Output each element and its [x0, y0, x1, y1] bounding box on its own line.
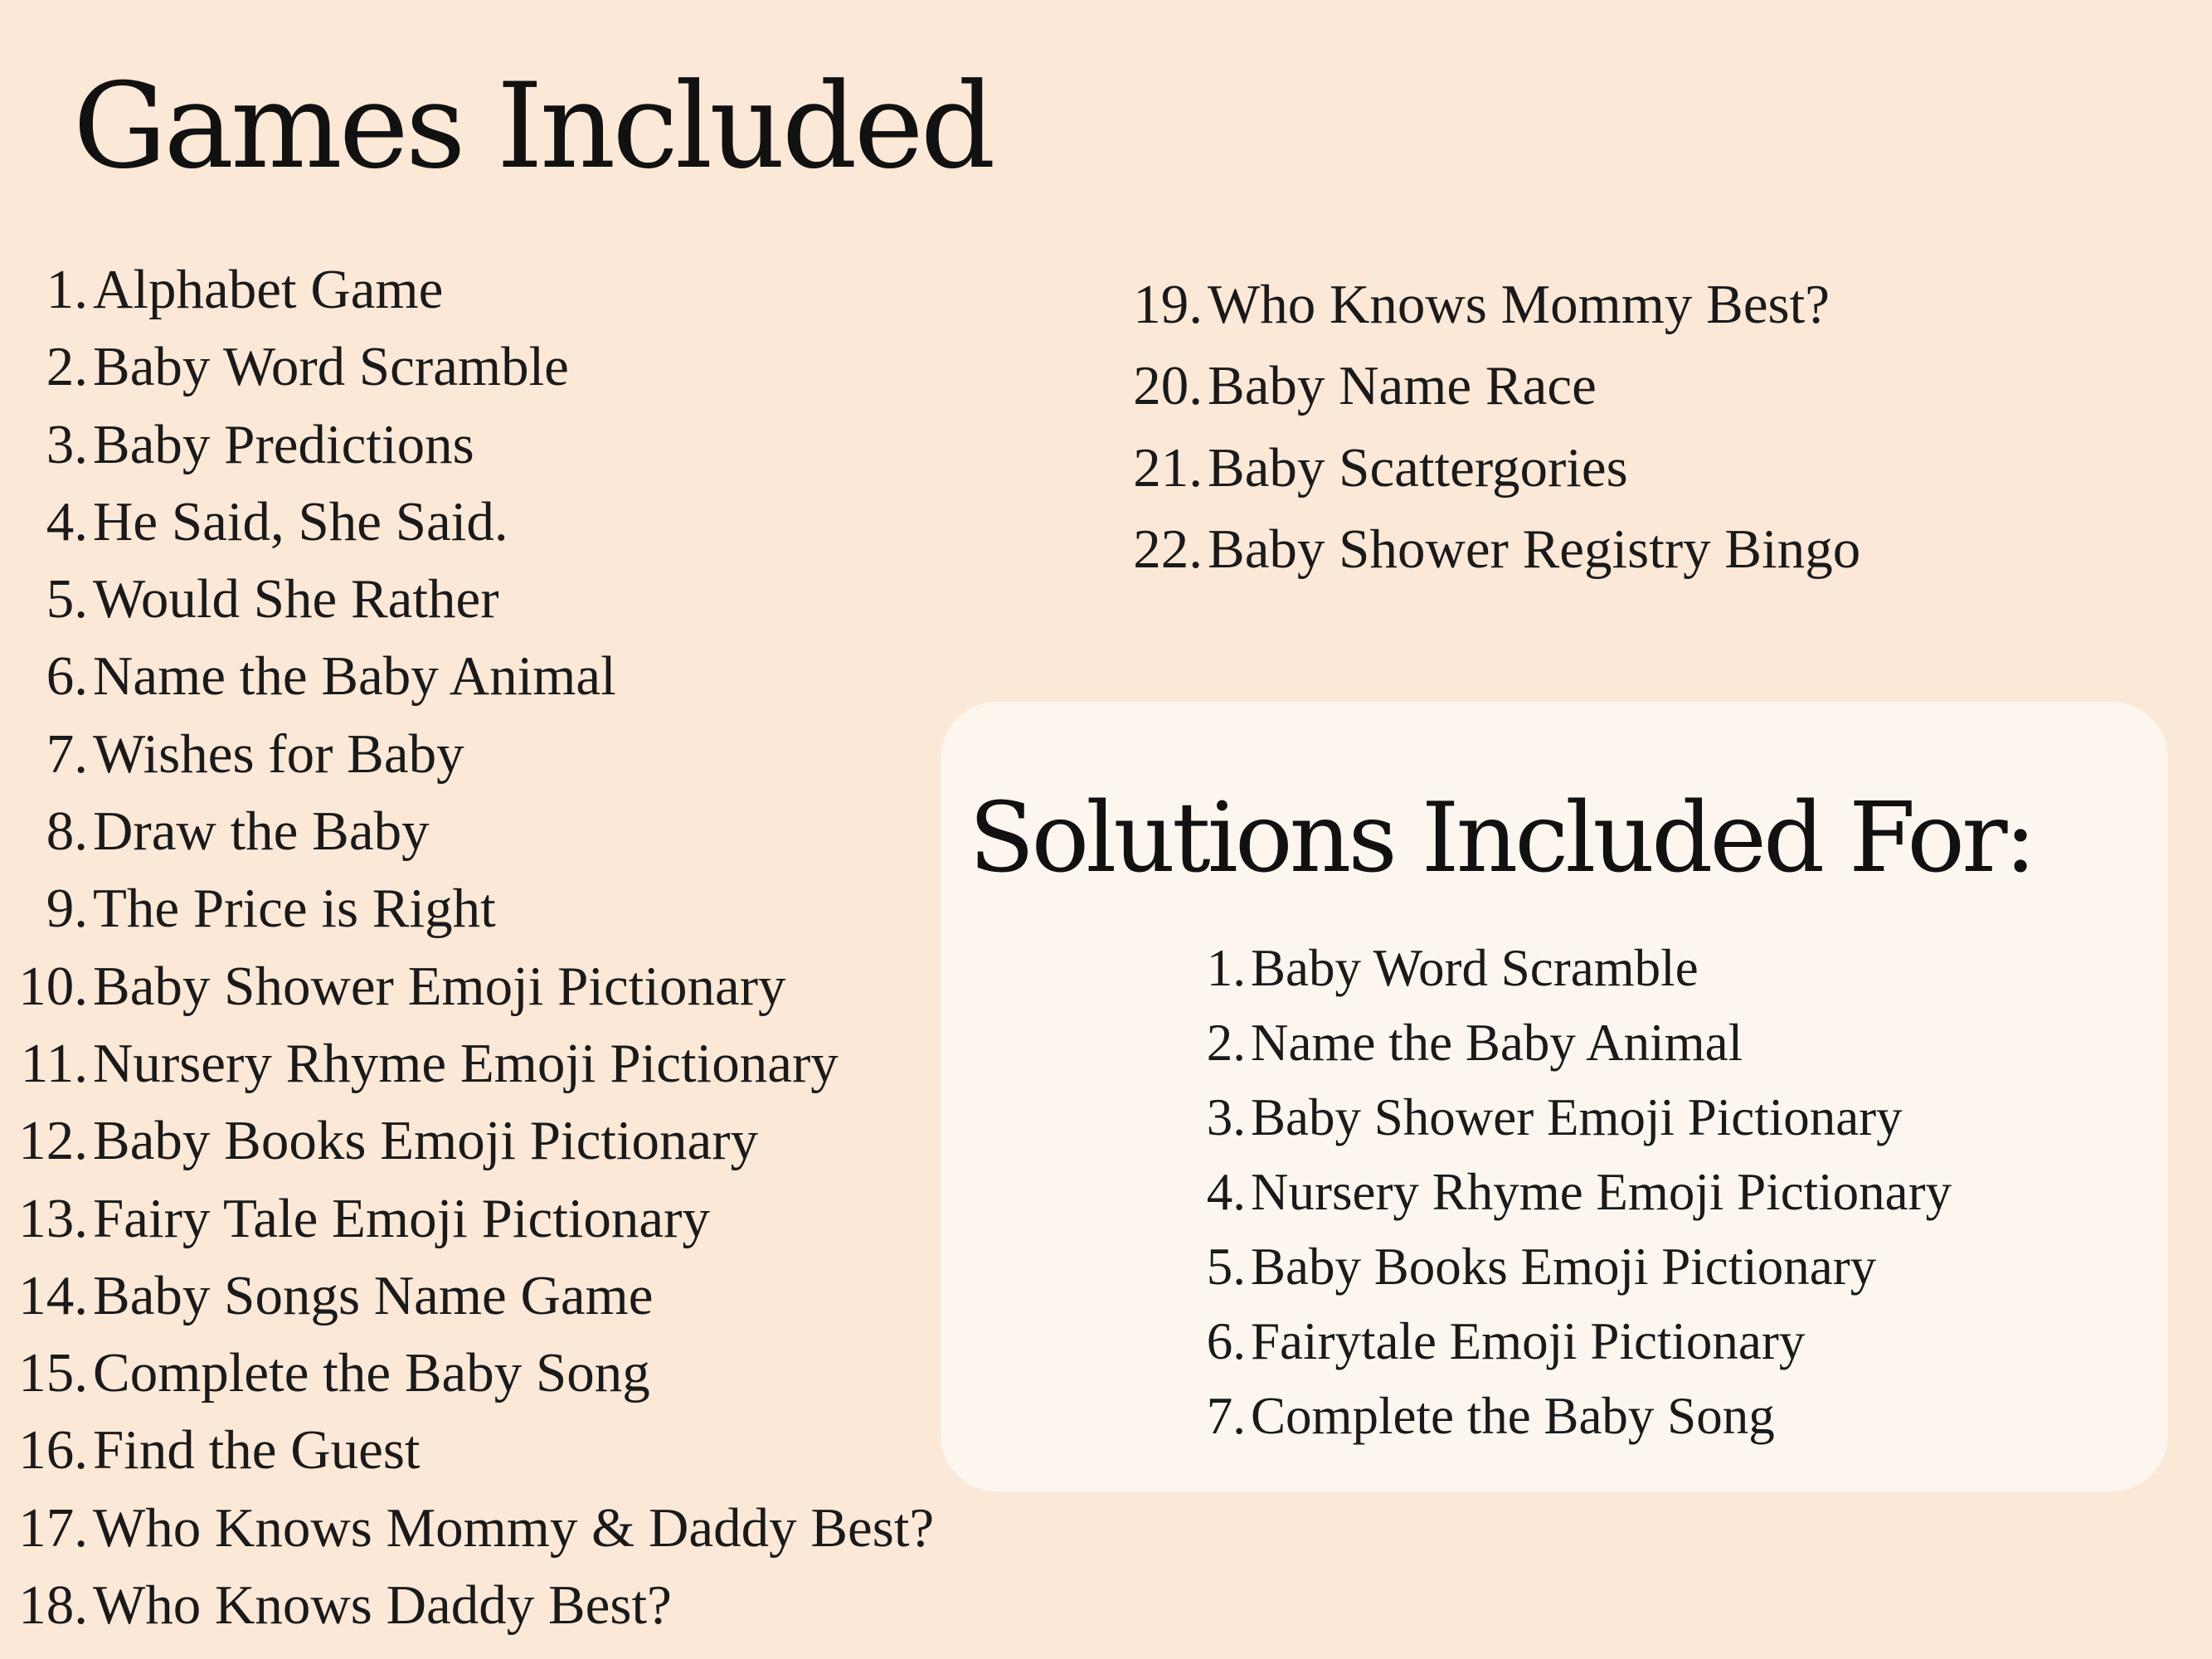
game-label: Baby Scattergories: [1208, 436, 1628, 499]
game-number: 17.: [18, 1496, 88, 1559]
solution-label: Nursery Rhyme Emoji Pictionary: [1251, 1163, 1952, 1221]
game-label: Baby Books Emoji Pictionary: [93, 1110, 759, 1172]
game-number: 5.: [46, 568, 88, 630]
game-item-15: [0, 1335, 934, 1412]
game-item-10: [0, 948, 934, 1025]
game-label: Would She Rather: [93, 568, 499, 630]
game-number: 9.: [46, 878, 88, 940]
game-label: Baby Word Scramble: [93, 336, 569, 398]
solutions-list: [1145, 931, 1952, 1453]
game-label: Baby Songs Name Game: [93, 1264, 654, 1326]
solution-item-1: [1145, 931, 1952, 1005]
game-number: 1.: [46, 259, 88, 320]
game-number: 22.: [1133, 518, 1203, 580]
game-label: Name the Baby Animal: [93, 645, 616, 708]
game-item-1: [0, 251, 934, 328]
game-number: 15.: [18, 1342, 88, 1404]
game-label: Complete the Baby Song: [93, 1342, 650, 1404]
solution-label: Baby Shower Emoji Pictionary: [1251, 1088, 1903, 1146]
game-item-9: [0, 870, 934, 947]
game-item-13: [0, 1180, 934, 1258]
game-item-18: [0, 1567, 934, 1644]
solution-number: 7.: [1206, 1387, 1246, 1445]
game-number: 12.: [18, 1110, 88, 1172]
solution-item-2: [1145, 1005, 1952, 1080]
game-label: Draw the Baby: [93, 800, 430, 863]
solution-label: Baby Word Scramble: [1251, 939, 1699, 997]
solution-label: Name the Baby Animal: [1251, 1014, 1743, 1072]
game-label: Baby Shower Emoji Pictionary: [93, 955, 786, 1017]
game-label: Who Knows Mommy Best?: [1208, 274, 1830, 335]
game-label: Baby Predictions: [93, 413, 474, 475]
game-number: 14.: [18, 1264, 88, 1326]
game-number: 3.: [46, 413, 88, 475]
solution-item-3: [1145, 1080, 1952, 1155]
games-list-right: [1078, 264, 1860, 590]
game-number: 13.: [18, 1187, 88, 1249]
game-label: Baby Shower Registry Bingo: [1208, 518, 1861, 580]
games-list-left: [0, 251, 934, 1644]
solution-number: 6.: [1206, 1312, 1246, 1370]
game-number: 21.: [1133, 436, 1203, 499]
solution-item-4: [1145, 1155, 1952, 1229]
game-item-14: [0, 1258, 934, 1335]
solution-number: 4.: [1206, 1163, 1246, 1221]
solution-number: 1.: [1206, 939, 1246, 997]
game-number: 19.: [1133, 274, 1203, 335]
solution-label: Baby Books Emoji Pictionary: [1251, 1238, 1877, 1296]
game-label: Who Knows Daddy Best?: [93, 1574, 672, 1637]
solution-item-5: [1145, 1229, 1952, 1304]
page-title: Games Included: [73, 58, 993, 195]
game-item-16: [0, 1412, 934, 1489]
game-label: Who Knows Mommy & Daddy Best?: [93, 1496, 935, 1559]
game-item-17: [0, 1490, 934, 1567]
solution-label: Complete the Baby Song: [1251, 1387, 1775, 1445]
solution-item-7: [1145, 1379, 1952, 1453]
game-item-21: [1078, 427, 1860, 508]
solutions-panel: [941, 702, 2168, 1491]
game-item-8: [0, 793, 934, 870]
game-label: Wishes for Baby: [93, 722, 464, 785]
game-item-19: [1078, 264, 1860, 345]
solution-number: 5.: [1206, 1238, 1246, 1296]
game-label: The Price is Right: [93, 878, 496, 940]
game-label: Nursery Rhyme Emoji Pictionary: [93, 1032, 839, 1094]
game-number: 20.: [1133, 355, 1203, 417]
game-label: Find the Guest: [93, 1419, 421, 1481]
game-label: Alphabet Game: [93, 259, 444, 320]
solution-number: 2.: [1206, 1014, 1246, 1072]
game-number: 16.: [18, 1419, 88, 1481]
game-item-2: [0, 328, 934, 406]
game-item-3: [0, 406, 934, 484]
game-item-6: [0, 638, 934, 715]
game-item-22: [1078, 508, 1860, 590]
game-number: 11.: [20, 1032, 88, 1094]
game-number: 10.: [18, 955, 88, 1017]
game-item-5: [0, 561, 934, 638]
game-item-12: [0, 1102, 934, 1180]
game-item-20: [1078, 345, 1860, 426]
game-item-11: [0, 1025, 934, 1102]
game-label: Fairy Tale Emoji Pictionary: [93, 1187, 710, 1249]
solution-number: 3.: [1206, 1088, 1246, 1146]
solution-item-6: [1145, 1304, 1952, 1379]
game-number: 4.: [46, 490, 88, 552]
solution-label: Fairytale Emoji Pictionary: [1251, 1312, 1806, 1370]
game-number: 18.: [18, 1574, 88, 1637]
game-number: 7.: [46, 722, 88, 785]
solutions-title: Solutions Included For:: [969, 782, 2034, 894]
game-number: 2.: [46, 336, 88, 398]
game-label: He Said, She Said.: [93, 490, 508, 552]
game-item-4: [0, 484, 934, 561]
game-label: Baby Name Race: [1208, 355, 1597, 417]
game-item-7: [0, 716, 934, 793]
game-number: 8.: [46, 800, 88, 863]
game-number: 6.: [46, 645, 88, 708]
